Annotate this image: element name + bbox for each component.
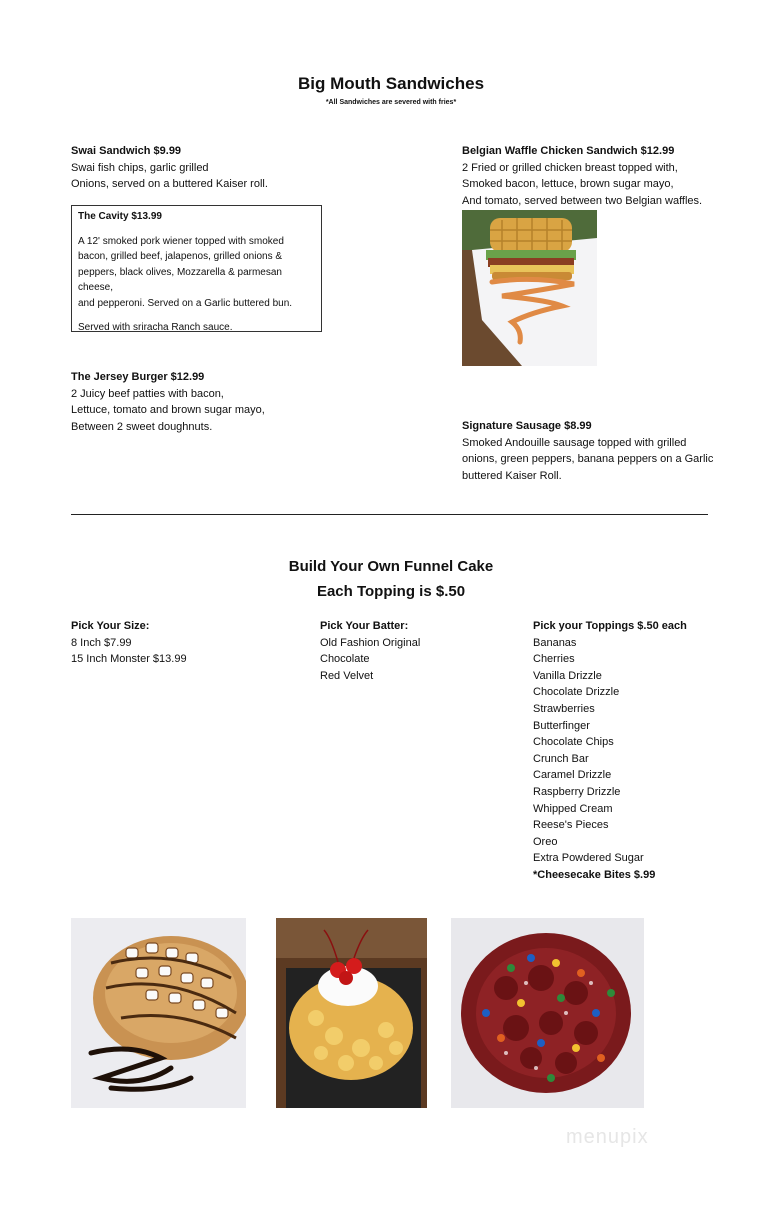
menu-item-signature-sausage xyxy=(462,418,762,484)
funnel-cake-photo-red-velvet xyxy=(451,918,644,1108)
batter-option: Red Velvet xyxy=(320,669,374,682)
topping-item: Reese's Pieces xyxy=(533,819,609,832)
item-desc-line: Swai fish chips, garlic grilled xyxy=(71,161,209,174)
topping-item: Butterfinger xyxy=(533,719,590,732)
menu-item-jersey-burger xyxy=(71,369,371,435)
funnel-cake-title-line2: Each Topping is $.50 xyxy=(316,583,466,600)
size-column xyxy=(71,618,271,668)
funnel-cake-title-line1: Build Your Own Funnel Cake xyxy=(288,558,494,575)
batter-heading: Pick Your Batter: xyxy=(320,620,409,632)
topping-item: Chocolate Drizzle xyxy=(533,686,620,699)
topping-special: *Cheesecake Bites $.99 xyxy=(533,868,656,881)
item-desc-line: and pepperoni. Served on a Garlic buttered bun. xyxy=(78,297,293,309)
topping-item: Crunch Bar xyxy=(533,752,589,765)
item-name: Swai Sandwich $9.99 xyxy=(71,145,182,157)
topping-item: Whipped Cream xyxy=(533,802,613,815)
funnel-cake-title xyxy=(0,554,782,604)
topping-item: Caramel Drizzle xyxy=(533,769,612,782)
item-desc-line: 2 Juicy beef patties with bacon, xyxy=(71,387,224,400)
item-desc-line: 2 Fried or grilled chicken breast topped with, xyxy=(462,161,678,174)
size-option: 8 Inch $7.99 xyxy=(71,636,132,649)
sandwiches-subtitle: *All Sandwiches are severed with fries* xyxy=(325,99,457,106)
topping-item: Extra Powdered Sugar xyxy=(533,852,644,865)
topping-item: Bananas xyxy=(533,636,577,649)
item-desc-line: onions, green peppers, banana peppers on a Garlic xyxy=(462,453,714,466)
funnel-cake-photo-cherry xyxy=(276,918,427,1108)
menu-item-cavity xyxy=(71,205,322,332)
item-desc-line: A 12' smoked pork wiener topped with smoked xyxy=(78,235,284,247)
size-option: 15 Inch Monster $13.99 xyxy=(71,653,187,666)
sandwiches-title: Big Mouth Sandwiches xyxy=(297,74,485,93)
item-name: The Cavity $13.99 xyxy=(78,211,162,222)
batter-option: Chocolate xyxy=(320,653,370,666)
topping-item: Vanilla Drizzle xyxy=(533,669,602,682)
toppings-heading: Pick your Toppings $.50 each xyxy=(533,620,687,632)
topping-item: Raspberry Drizzle xyxy=(533,785,621,798)
size-heading: Pick Your Size: xyxy=(71,620,150,632)
item-desc-line: Lettuce, tomato and brown sugar mayo, xyxy=(71,404,265,417)
waffle-sandwich-photo xyxy=(462,210,597,366)
item-note: Served with sriracha Ranch sauce. xyxy=(78,322,233,333)
item-desc-line: Smoked Andouille sausage topped with grilled xyxy=(462,436,687,449)
item-desc-line: bacon, grilled beef, jalapenos, grilled onions & xyxy=(78,251,283,262)
item-name: Belgian Waffle Chicken Sandwich $12.99 xyxy=(462,145,675,157)
item-name: Signature Sausage $8.99 xyxy=(462,420,592,432)
funnel-cake-photo-smores xyxy=(71,918,246,1108)
toppings-column xyxy=(533,618,753,884)
topping-item: Oreo xyxy=(533,835,558,848)
batter-column xyxy=(320,618,520,684)
item-desc-line: Onions, served on a buttered Kaiser roll. xyxy=(71,178,268,191)
item-desc-line: peppers, black olives, Mozzarella & parmesan cheese, xyxy=(78,266,282,293)
item-desc-line: And tomato, served between two Belgian waffles. xyxy=(462,194,703,207)
item-desc-line: Smoked bacon, lettuce, brown sugar mayo, xyxy=(462,178,674,191)
menupix-watermark: menupix xyxy=(566,1126,649,1148)
item-desc-line: Between 2 sweet doughnuts. xyxy=(71,420,213,433)
item-desc-line: buttered Kaiser Roll. xyxy=(462,469,562,482)
topping-item: Cherries xyxy=(533,653,575,666)
item-name: The Jersey Burger $12.99 xyxy=(71,371,205,383)
menu-item-swai xyxy=(71,143,371,193)
section-divider xyxy=(71,514,708,515)
topping-item: Strawberries xyxy=(533,702,595,715)
topping-item: Chocolate Chips xyxy=(533,736,614,749)
batter-option: Old Fashion Original xyxy=(320,636,421,649)
menu-item-belgian-waffle xyxy=(462,143,762,209)
